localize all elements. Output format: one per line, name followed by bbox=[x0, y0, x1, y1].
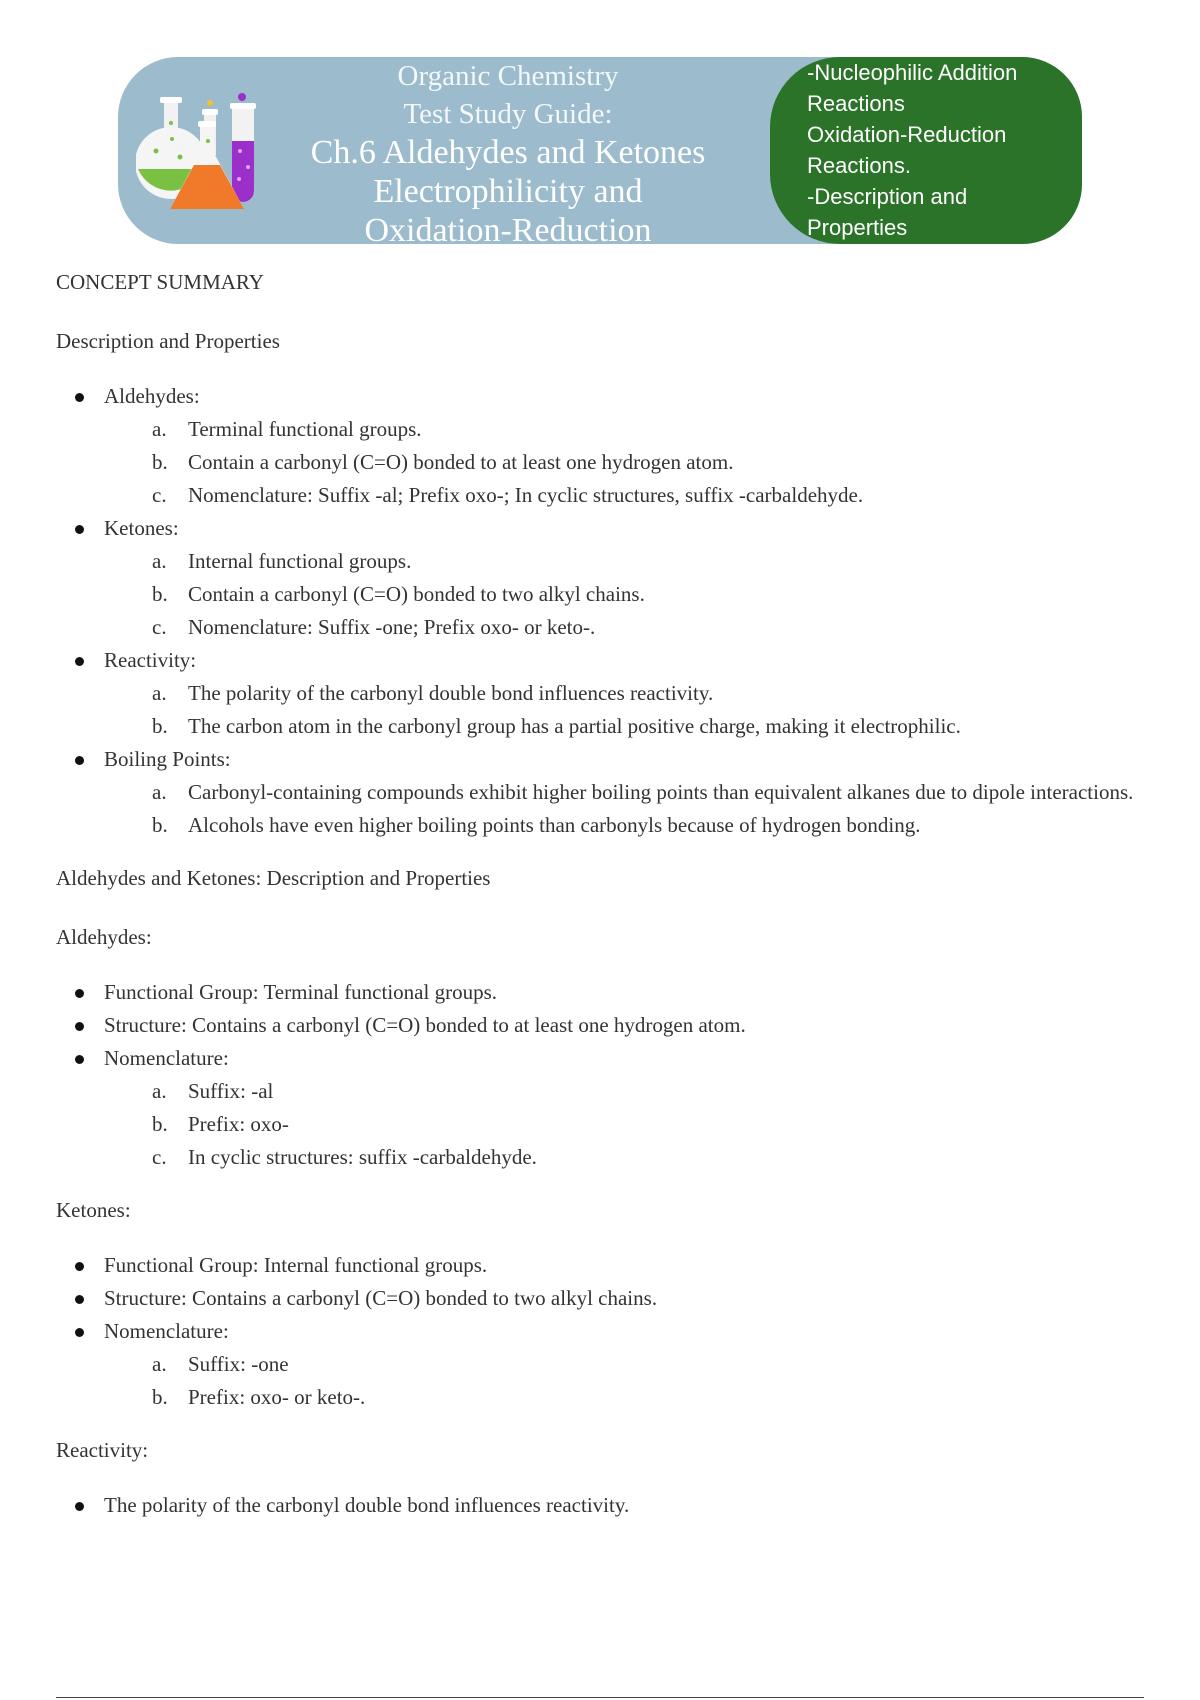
list-item bbox=[56, 1009, 1146, 1042]
item-text: Nomenclature: Suffix -al; Prefix oxo-; In cyclic structures, suffix -carbaldehyde. bbox=[188, 483, 864, 507]
banner-title-line: Oxidation-Reduction bbox=[364, 212, 652, 244]
item-letter: b. bbox=[152, 450, 168, 474]
item-letter: b. bbox=[152, 813, 168, 837]
list-item bbox=[56, 512, 1146, 644]
item-letter: b. bbox=[152, 1385, 168, 1409]
item-text: Alcohols have even higher boiling points than carbonyls because of hydrogen bonding. bbox=[188, 813, 921, 837]
banner-topics-panel bbox=[770, 57, 1082, 244]
banner-topic: Properties bbox=[807, 215, 908, 240]
bullet-icon bbox=[75, 1262, 84, 1271]
banner-title bbox=[298, 57, 718, 244]
banner-title-line: Electrophilicity and bbox=[373, 173, 643, 210]
sub-list-item bbox=[104, 611, 1146, 644]
sub-list-item bbox=[104, 809, 1146, 842]
item-text: The polarity of the carbonyl double bond influences reactivity. bbox=[188, 681, 714, 705]
bullet-label: Ketones: bbox=[104, 516, 179, 540]
bullet-label: Nomenclature: bbox=[104, 1046, 229, 1070]
bullet-icon bbox=[75, 1328, 84, 1337]
sub-list-item bbox=[104, 776, 1146, 809]
bullet-icon bbox=[75, 1502, 84, 1511]
item-letter: a. bbox=[152, 417, 167, 441]
banner-title-line: Ch.6 Aldehydes and Ketones bbox=[310, 134, 706, 171]
bullet-icon bbox=[75, 1022, 84, 1031]
item-letter: a. bbox=[152, 549, 167, 573]
banner-topic: Reactions. bbox=[807, 153, 911, 178]
sub-list-item bbox=[104, 710, 1146, 743]
item-text: Internal functional groups. bbox=[188, 549, 412, 573]
sub-list bbox=[104, 1075, 1146, 1174]
list-item bbox=[56, 1042, 1146, 1174]
bullet-icon bbox=[75, 756, 84, 765]
bullet-label: Reactivity: bbox=[104, 648, 197, 672]
sub-list bbox=[104, 776, 1146, 842]
item-text: Contain a carbonyl (C=O) bonded to at least one hydrogen atom. bbox=[188, 450, 734, 474]
item-letter: b. bbox=[152, 1112, 168, 1136]
sub-list-item bbox=[104, 1108, 1146, 1141]
sub-list bbox=[104, 545, 1146, 644]
item-letter: a. bbox=[152, 1079, 167, 1103]
item-letter: a. bbox=[152, 780, 167, 804]
bullet-icon bbox=[75, 657, 84, 666]
sub-list-item bbox=[104, 1348, 1146, 1381]
list-item bbox=[56, 1249, 1146, 1282]
ketones-list bbox=[56, 1249, 1146, 1414]
bullet-label: Structure: Contains a carbonyl (C=O) bonded to two alkyl chains. bbox=[104, 1286, 658, 1310]
sub-list-item bbox=[104, 578, 1146, 611]
bullet-icon bbox=[75, 1295, 84, 1304]
sub-list bbox=[104, 413, 1146, 512]
sub-list bbox=[104, 1348, 1146, 1414]
bullet-label: Aldehydes: bbox=[104, 384, 200, 408]
sub-list bbox=[104, 677, 1146, 743]
item-text: In cyclic structures: suffix -carbaldehyde. bbox=[188, 1145, 537, 1169]
sub-list-item bbox=[104, 1381, 1146, 1414]
bullet-label: The polarity of the carbonyl double bond influences reactivity. bbox=[104, 1493, 630, 1517]
item-letter: c. bbox=[152, 483, 167, 507]
aldehydes-list bbox=[56, 976, 1146, 1174]
ketones-heading: Ketones: bbox=[56, 1198, 131, 1222]
banner-topics-list bbox=[807, 57, 1017, 243]
item-text: Terminal functional groups. bbox=[188, 417, 422, 441]
sub-list-item bbox=[104, 413, 1146, 446]
concept-summary-heading: CONCEPT SUMMARY bbox=[56, 270, 264, 294]
bullet-label: Nomenclature: bbox=[104, 1319, 229, 1343]
item-text: Nomenclature: Suffix -one; Prefix oxo- or keto-. bbox=[188, 615, 596, 639]
item-text: Prefix: oxo- or keto-. bbox=[188, 1385, 366, 1409]
list-item bbox=[56, 743, 1146, 842]
item-text: The carbon atom in the carbonyl group has a partial positive charge, making it electrophilic. bbox=[188, 714, 961, 738]
reactivity-heading: Reactivity: bbox=[56, 1438, 149, 1462]
section-heading: Description and Properties bbox=[56, 329, 280, 353]
sub-list-item bbox=[104, 479, 1146, 512]
sub-list-item bbox=[104, 1141, 1146, 1174]
banner-topic: Reactions bbox=[807, 91, 905, 116]
header-banner bbox=[118, 57, 1082, 244]
bullet-icon bbox=[75, 1055, 84, 1064]
banner-title-line: Organic Chemistry bbox=[397, 60, 619, 92]
banner-topic: Oxidation-Reduction bbox=[807, 122, 1007, 147]
item-text: Prefix: oxo- bbox=[188, 1112, 289, 1136]
bullet-label: Boiling Points: bbox=[104, 747, 231, 771]
sub-list-item bbox=[104, 446, 1146, 479]
sub-list-item bbox=[104, 545, 1146, 578]
list-item bbox=[56, 976, 1146, 1009]
item-letter: b. bbox=[152, 714, 168, 738]
bullet-icon bbox=[75, 989, 84, 998]
properties-list bbox=[56, 380, 1146, 842]
sub-list-item bbox=[104, 677, 1146, 710]
section-heading: Aldehydes and Ketones: Description and Properties bbox=[56, 866, 491, 890]
aldehydes-heading: Aldehydes: bbox=[56, 925, 152, 949]
bullet-label: Functional Group: Internal functional groups. bbox=[104, 1253, 488, 1277]
item-text: Suffix: -al bbox=[188, 1079, 274, 1103]
banner-topic: -Description and bbox=[807, 184, 968, 209]
item-letter: c. bbox=[152, 615, 167, 639]
item-text: Suffix: -one bbox=[188, 1352, 289, 1376]
footer-divider bbox=[56, 1697, 1144, 1698]
bullet-label: Structure: Contains a carbonyl (C=O) bonded to at least one hydrogen atom. bbox=[104, 1013, 746, 1037]
chemistry-flasks-icon bbox=[136, 91, 266, 216]
item-letter: a. bbox=[152, 681, 167, 705]
item-text: Carbonyl-containing compounds exhibit higher boiling points than equivalent alkanes due to dipole interactions. bbox=[188, 780, 1134, 804]
list-item bbox=[56, 644, 1146, 743]
list-item bbox=[56, 1489, 1146, 1522]
item-text: Contain a carbonyl (C=O) bonded to two alkyl chains. bbox=[188, 582, 645, 606]
item-letter: b. bbox=[152, 582, 168, 606]
sub-list-item bbox=[104, 1075, 1146, 1108]
item-letter: c. bbox=[152, 1145, 167, 1169]
reactivity-list bbox=[56, 1489, 1146, 1522]
list-item bbox=[56, 1315, 1146, 1414]
list-item bbox=[56, 380, 1146, 512]
bullet-icon bbox=[75, 525, 84, 534]
document-body bbox=[56, 266, 1146, 1522]
bullet-icon bbox=[75, 393, 84, 402]
banner-title-line: Test Study Guide: bbox=[403, 98, 613, 130]
list-item bbox=[56, 1282, 1146, 1315]
banner-topic: -Nucleophilic Addition bbox=[807, 60, 1018, 85]
item-letter: a. bbox=[152, 1352, 167, 1376]
bullet-label: Functional Group: Terminal functional groups. bbox=[104, 980, 497, 1004]
